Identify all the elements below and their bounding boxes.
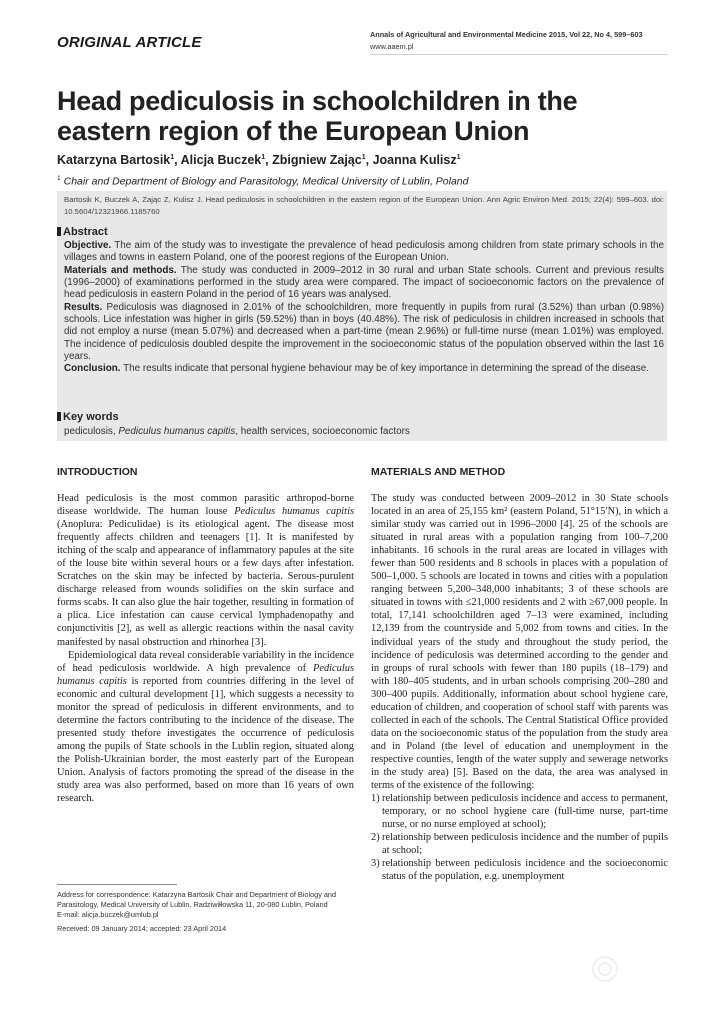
keywords-italic-term: Pediculus humanus capitis <box>118 426 236 437</box>
abstract-objective <box>64 240 664 265</box>
abstract-methods-text: The study was conducted in 2009–2012 in 30 rural and urban State schools. Current and previous results (1996–2000) of examinations performed in the study area were compared. The impact of socioeconomic factors on the prevalence of head pediculosis in eastern Poland in the period of 16 years was analysed. <box>64 264 664 301</box>
correspondence-email[interactable]: E-mail: alicja.buczek@umlub.pl <box>57 910 159 919</box>
intro-paragraph <box>57 492 354 649</box>
intro-p1-text-b: (Anoplura: Pediculidae) is its etiological agent. The disease most frequently affects children and teenagers [1]. It is manifested by itching of the scalp and appearance of inflammatory papules at the site of the louse bite within several hours or a few days after infestation. Scratches on the skin may be infected by bacteria. Serous-purulent discharge released from wounds solidifies on the skin surface and forms scabs. It can also glue the hair together, resulting in formation of a plica. Lice infestation can cause cervical lymphadenopathy and conjunctivitis [2], as well as allergic reactions within the nasal cavity manifested by nasal obstruction and rhinorhea [3]. <box>57 519 354 648</box>
intro-p1-text-a: Head pediculosis is the most common parasitic arthropod-borne disease worldwide. The human louse <box>57 493 354 518</box>
abstract-conclusion <box>64 363 664 375</box>
author-name: Alicja Buczek <box>180 153 262 167</box>
paper-title: Head pediculosis in schoolchildren in the eastern region of the European Union <box>57 86 578 146</box>
abstract-objective-label: Objective. <box>64 240 112 251</box>
correspondence-address: Address for correspondence: Katarzyna Bartosik Chair and Department of Biology and Parasitology, Medical University of Lublin, Radziwiłłowska 11, 20-080 Lublin, Poland <box>57 890 337 909</box>
author-separator: , <box>174 153 181 167</box>
keywords-heading-text: Key words <box>63 411 119 423</box>
list-item-text: relationship between pediculosis incidence and access to permanent, temporary, or no school hygiene care (full-time nurse, part-time nurse, or no nurse employed at school); <box>382 793 668 831</box>
article-type-label: ORIGINAL ARTICLE <box>57 34 202 51</box>
abstract-results-text: Pediculosis was diagnosed in 2.01% of the schoolchildren, more frequently in pupils from rural (3.52%) than urban (0.98%) schools. Lice infestation was higher in girls (59.52%) than in boys (40.48%). The risk of pediculosis in children increased in schools that did not employ a nurse (mean 5.07%) and decreased when a part-time (mean 2.96%) or full-time nurse (mean 1.01%) was employed. The incidence of pediculosis doubled despite the improvement in the socioeconomic status of the population observed within the last 16 years. <box>64 301 664 363</box>
keywords-text-b: , health services, socioeconomic factors <box>235 426 410 437</box>
author-affiliation-mark: 1 <box>361 153 366 161</box>
methods-column <box>371 492 668 883</box>
journal-citation: Annals of Agricultural and Environmental Medicine 2015, Vol 22, No 4, 599–603 <box>370 30 643 39</box>
abstract-results <box>64 302 664 364</box>
abstract-methods <box>64 265 664 302</box>
list-item <box>371 792 668 831</box>
footnote-divider <box>57 884 177 885</box>
author-name: Katarzyna Bartosik <box>57 153 171 167</box>
list-item-number: 3) <box>371 858 380 870</box>
author-affiliation-mark: 1 <box>456 153 461 161</box>
author-affiliation-mark: 1 <box>261 153 266 161</box>
species-name: Pediculus humanus capitis <box>57 662 354 687</box>
journal-info <box>370 29 670 53</box>
journal-watermark-icon <box>590 954 620 984</box>
abstract-heading-text: Abstract <box>63 226 108 238</box>
author-separator: , <box>365 153 373 167</box>
intro-p2-text-b: is reported from countries differing in the level of economic and cultural development [1], which suggests a necessity to monitor the spread of pediculosis in different environments, and to determine the factors contributing to the incidence of the disease. The presented study thefore investigates the occurrence of pediculosis among the pupils of State schools in the Lublin region, situated along the Polish-Ukrainian border, the most easterly part of the European Union. Analysis of factors promoting the spread of the disease in the study area was also performed, based on more than 16 years of own research. <box>57 675 354 805</box>
affiliation <box>57 175 677 188</box>
author-name: Joanna Kulisz <box>372 153 457 167</box>
abstract-methods-label: Materials and methods. <box>64 264 177 276</box>
author-affiliation-mark: 1 <box>170 153 175 161</box>
list-item <box>371 857 668 883</box>
section-marker-icon <box>57 227 61 236</box>
affiliation-text: Chair and Department of Biology and Parasitology, Medical University of Lublin, Poland <box>63 175 469 188</box>
methods-heading: MATERIALS AND METHOD <box>371 466 506 478</box>
abstract-results-label: Results. <box>64 301 103 313</box>
abstract-objective-text: The aim of the study was to investigate the prevalence of head pediculosis among children from state primary schools in the villages and towns in eastern Poland, one of the poorest regions of the European Union. <box>64 240 664 264</box>
keywords-text-a: pediculosis, <box>64 426 119 437</box>
list-item-number: 2) <box>371 832 380 844</box>
abstract-box <box>57 191 667 441</box>
list-item-number: 1) <box>371 793 380 805</box>
methods-list <box>371 792 668 883</box>
species-name: Pediculus humanus capitis <box>234 506 354 518</box>
abstract-body <box>64 240 664 376</box>
abstract-conclusion-text: The results indicate that personal hygiene behaviour may be of key importance in determining the spread of the disease. <box>120 363 649 375</box>
section-marker-icon <box>57 412 61 421</box>
correspondence-footnote <box>57 890 357 934</box>
journal-website[interactable]: www.aaem.pl <box>370 42 414 51</box>
keywords-list <box>64 426 664 437</box>
author-separator: , <box>265 153 273 167</box>
intro-p2-text-a: Epidemiological data reveal considerable variability in the incidence of head pediculosis worldwide. A high prevalence of <box>57 649 354 674</box>
received-dates: Received: 09 January 2014; accepted: 23 April 2014 <box>57 924 227 933</box>
affiliation-mark: 1 <box>57 175 61 182</box>
abstract-conclusion-label: Conclusion. <box>64 363 121 375</box>
abstract-heading <box>57 226 108 238</box>
list-item <box>371 831 668 857</box>
introduction-heading: INTRODUCTION <box>57 466 138 478</box>
methods-paragraph: The study was conducted between 2009–2012 in 30 State schools located in an area of 25,155 km² (eastern Poland, 51°15′N), in which a similar study was carried out in 1996–2000 [4]. 25 of the schools are situated in rural areas with a population ranging from 100–7,200 inhabitants. 16 schools in the rural areas are located in villages with fewer than 500 residents and 8 schools in places with a population of 500–1,000. 5 schools are located in towns and cities with a population ranging between 5,200–348,000 inhabitants; 3 of these schools are situated in towns with ≤21,000 residents and 2 with ≥67,000 people. In total, 17,141 schoolchildren aged 7–13 were examined, including 12,139 from the countryside and 5,002 from towns and cities. In the individual years of the study and throughout the study period, the incidence of pediculosis was determined according to the gender and in groups of rural schools with fewer than 180 pupils (18–179) and with 180–405 students, and in urban schools comprising 200–280 and 300–400 pupils. Additionally, information about school hygiene care, education of children, and cooperation of school staff with parents was collected in each of the schools. The Central Statistical Office provided data on the socioeconomic status of the population from the study area and in Poland (the level of education and unemployment in the respective counties, length of the water supply and sewerage networks in the study area) [5]. Based on the data, the area was analysed in terms of the existence of the following: <box>371 493 668 792</box>
how-to-cite: Bartosik K, Buczek A, Zając Z, Kulisz J. Head pediculosis in schoolchildren in the eastern region of the European Union. Ann Agric Environ Med. 2015; 22(4): 599–603. doi: 10.5604/12321966.1185760 <box>64 195 664 216</box>
introduction-column <box>57 492 354 805</box>
intro-paragraph <box>57 649 354 806</box>
header-divider <box>370 54 668 55</box>
keywords-heading <box>57 411 119 423</box>
author-list <box>57 153 677 167</box>
list-item-text: relationship between pediculosis incidence and the socioeconomic status of the population, e.g. unemployment <box>382 858 668 883</box>
author-name: Zbigniew Zając <box>272 153 362 167</box>
list-item-text: relationship between pediculosis incidence and the number of pupils at school; <box>382 832 668 857</box>
